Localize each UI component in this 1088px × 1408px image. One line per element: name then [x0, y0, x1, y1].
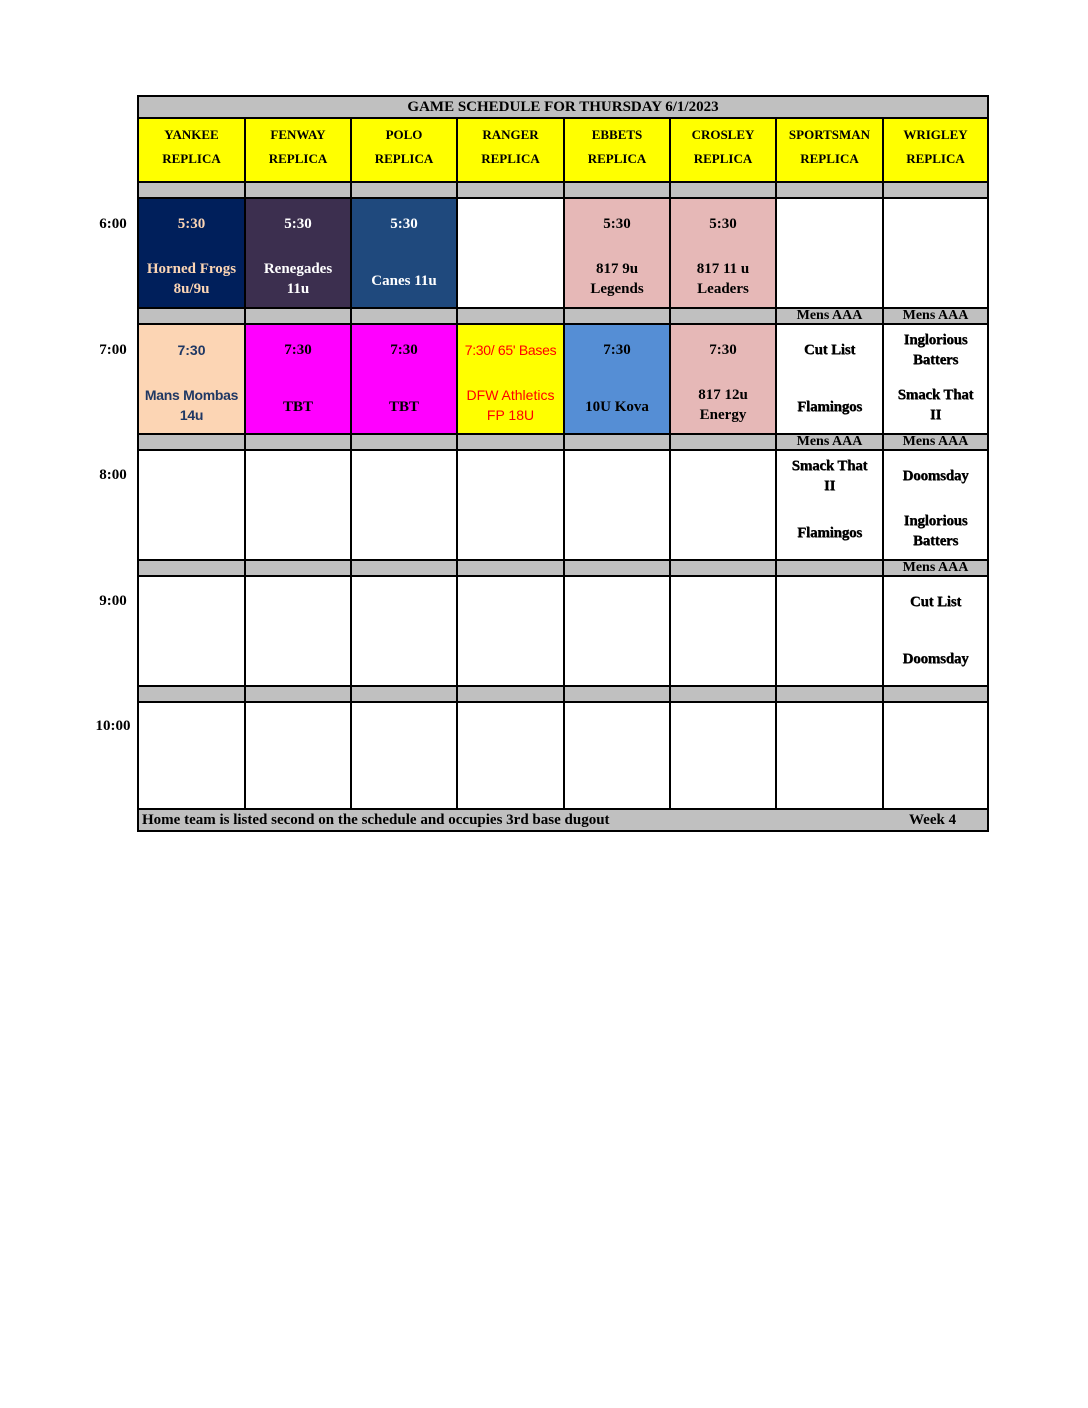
- separator: [352, 435, 458, 451]
- separator-label: Mens AAA: [777, 435, 884, 451]
- field-header-wrigley: [884, 119, 987, 183]
- team-line: 817 9u: [595, 261, 639, 277]
- field-header-fenway: [246, 119, 352, 183]
- team-line: Mans Mombas: [144, 387, 239, 403]
- separator-label: Mens AAA: [884, 435, 987, 451]
- game-time: 7:30: [284, 342, 312, 358]
- game-teams: [139, 385, 244, 425]
- empty-slot: [352, 451, 458, 561]
- empty-slot: [884, 199, 987, 309]
- empty-slot: [777, 577, 884, 687]
- team-line: Cut List: [803, 342, 856, 358]
- team-line: Cut List: [909, 594, 962, 610]
- game-polo-2: [352, 325, 458, 435]
- empty-slot: [777, 703, 884, 810]
- field-header-polo: [352, 119, 458, 183]
- field-sub: REPLICA: [162, 151, 221, 166]
- schedule-table: [137, 95, 989, 832]
- game-ranger-2: [458, 325, 565, 435]
- field-header-ebbets: [565, 119, 671, 183]
- game-time: 7:30: [603, 342, 631, 358]
- separator: [246, 687, 352, 703]
- game-time: 7:30: [709, 342, 737, 358]
- separator: [671, 687, 777, 703]
- empty-slot: [352, 703, 458, 810]
- schedule-title: GAME SCHEDULE FOR THURSDAY 6/1/2023: [139, 97, 987, 119]
- game-ebbets-2: [565, 325, 671, 435]
- field-name: RANGER: [482, 127, 539, 142]
- empty-slot: [139, 703, 246, 810]
- team-line: DFW Athletics: [466, 387, 555, 403]
- separator: [352, 561, 458, 577]
- team-line: Smack That: [791, 458, 868, 474]
- separator: [352, 309, 458, 325]
- game-wrigley-4: [884, 577, 987, 687]
- game-teams: TBT: [388, 399, 419, 415]
- field-sub: REPLICA: [268, 151, 328, 166]
- field-sub: REPLICA: [800, 151, 859, 166]
- schedule-footer: [139, 810, 987, 830]
- time-label-8: 8:00: [99, 467, 127, 483]
- team-line: Inglorious: [903, 332, 968, 348]
- game-sportsman-3: [777, 451, 884, 561]
- team-line: Doomsday: [902, 651, 969, 667]
- separator: [565, 687, 671, 703]
- team-line: Horned Frogs: [146, 261, 237, 277]
- field-sub: REPLICA: [693, 151, 753, 166]
- separator: [139, 435, 246, 451]
- team-line: 11u: [286, 281, 310, 297]
- field-sub: REPLICA: [587, 151, 647, 166]
- empty-slot: [777, 199, 884, 309]
- empty-slot: [884, 703, 987, 810]
- field-name: EBBETS: [591, 127, 643, 142]
- field-sub: REPLICA: [906, 151, 965, 166]
- team-line: Energy: [699, 407, 747, 423]
- separator: [565, 309, 671, 325]
- time-label-9: 9:00: [99, 593, 127, 609]
- separator: [458, 183, 565, 199]
- separator: [671, 309, 777, 325]
- game-yankee-1: [139, 199, 246, 309]
- empty-slot: [139, 451, 246, 561]
- field-header-yankee: [139, 119, 246, 183]
- team-line: Legends: [590, 281, 644, 297]
- separator: [777, 183, 884, 199]
- separator: [458, 435, 565, 451]
- separator: [352, 183, 458, 199]
- game-fenway-1: [246, 199, 352, 309]
- empty-slot: [671, 577, 777, 687]
- separator: [565, 183, 671, 199]
- team-line: Flamingos: [797, 399, 862, 415]
- empty-slot: [458, 451, 565, 561]
- field-header-ranger: [458, 119, 565, 183]
- separator: [139, 309, 246, 325]
- game-time: 5:30: [603, 216, 631, 232]
- team-line: 14u: [179, 407, 204, 423]
- game-time: 5:30: [177, 216, 206, 232]
- field-name: WRIGLEY: [903, 127, 968, 142]
- game-teams: [671, 385, 775, 425]
- field-header-crosley: [671, 119, 777, 183]
- separator: [884, 183, 987, 199]
- separator: [246, 561, 352, 577]
- empty-slot: [139, 577, 246, 687]
- team-line: Batters: [912, 533, 959, 549]
- game-wrigley-3: [884, 451, 987, 561]
- game-fenway-2: [246, 325, 352, 435]
- empty-slot: [458, 577, 565, 687]
- game-time: 5:30: [390, 216, 418, 232]
- field-name: SPORTSMAN: [788, 127, 871, 142]
- game-ebbets-1: [565, 199, 671, 309]
- team-block: [884, 385, 987, 425]
- time-label-7: 7:00: [99, 342, 127, 358]
- footer-week: Week 4: [909, 812, 957, 828]
- empty-slot: [246, 451, 352, 561]
- field-sub: REPLICA: [374, 151, 434, 166]
- separator: [777, 687, 884, 703]
- game-time: 5:30: [709, 216, 737, 232]
- field-name: POLO: [385, 127, 423, 142]
- empty-slot: [565, 577, 671, 687]
- game-teams: [565, 259, 669, 299]
- team-line: Leaders: [697, 281, 749, 297]
- empty-slot: [671, 451, 777, 561]
- empty-slot: [565, 703, 671, 810]
- game-sportsman-2: [777, 325, 884, 435]
- separator: [139, 183, 246, 199]
- game-polo-1: [352, 199, 458, 309]
- separator: [246, 183, 352, 199]
- time-label-10: 10:00: [95, 718, 131, 734]
- empty-slot: [458, 199, 565, 309]
- empty-slot: [246, 703, 352, 810]
- team-line: II: [823, 478, 836, 494]
- team-line: 8u/9u: [173, 281, 210, 297]
- time-label-6: 6:00: [99, 216, 127, 232]
- game-time: 7:30: [177, 342, 206, 358]
- game-teams: [246, 259, 350, 299]
- game-teams: [458, 385, 563, 425]
- team-line: Flamingos: [797, 525, 862, 541]
- separator-label: Mens AAA: [884, 561, 987, 577]
- separator: [565, 435, 671, 451]
- separator: [458, 561, 565, 577]
- game-time: 5:30: [284, 216, 312, 232]
- team-line: Inglorious: [903, 513, 968, 529]
- team-line: Batters: [912, 352, 959, 368]
- team-line: Renegades: [263, 261, 333, 277]
- team-line: FP 18U: [486, 407, 535, 423]
- field-sub: REPLICA: [481, 151, 540, 166]
- team-line: 817 12u: [698, 387, 748, 403]
- empty-slot: [671, 703, 777, 810]
- field-name: YANKEE: [164, 127, 219, 142]
- game-time: 7:30/ 65' Bases: [464, 342, 557, 358]
- footer-note: Home team is listed second on the schedule and occupies 3rd base dugout: [142, 812, 610, 828]
- separator: [352, 687, 458, 703]
- game-wrigley-2: [884, 325, 987, 435]
- separator: [139, 561, 246, 577]
- field-header-sportsman: [777, 119, 884, 183]
- team-block: [884, 330, 987, 370]
- separator-label: Mens AAA: [777, 309, 884, 325]
- separator: [671, 561, 777, 577]
- empty-slot: [565, 451, 671, 561]
- game-crosley-1: [671, 199, 777, 309]
- game-teams: [139, 259, 244, 299]
- game-teams: TBT: [282, 399, 313, 415]
- separator: [671, 183, 777, 199]
- game-teams: Canes 11u: [371, 273, 437, 289]
- separator: [139, 687, 246, 703]
- team-line: 817 11 u: [696, 261, 750, 277]
- separator: [777, 561, 884, 577]
- team-block: [884, 511, 987, 551]
- separator-label: Mens AAA: [884, 309, 987, 325]
- separator: [458, 309, 565, 325]
- game-teams: [671, 259, 775, 299]
- separator: [246, 435, 352, 451]
- separator: [458, 687, 565, 703]
- game-yankee-2: [139, 325, 246, 435]
- field-name: CROSLEY: [691, 127, 755, 142]
- empty-slot: [246, 577, 352, 687]
- team-line: Doomsday: [902, 468, 969, 484]
- team-line: Smack That: [897, 387, 974, 403]
- game-teams: 10U Kova: [585, 399, 649, 415]
- separator: [246, 309, 352, 325]
- field-name: FENWAY: [270, 127, 326, 142]
- team-line: II: [929, 407, 942, 423]
- game-crosley-2: [671, 325, 777, 435]
- empty-slot: [352, 577, 458, 687]
- separator: [884, 687, 987, 703]
- separator: [565, 561, 671, 577]
- empty-slot: [458, 703, 565, 810]
- team-block: [777, 456, 882, 496]
- game-time: 7:30: [390, 342, 418, 358]
- separator: [671, 435, 777, 451]
